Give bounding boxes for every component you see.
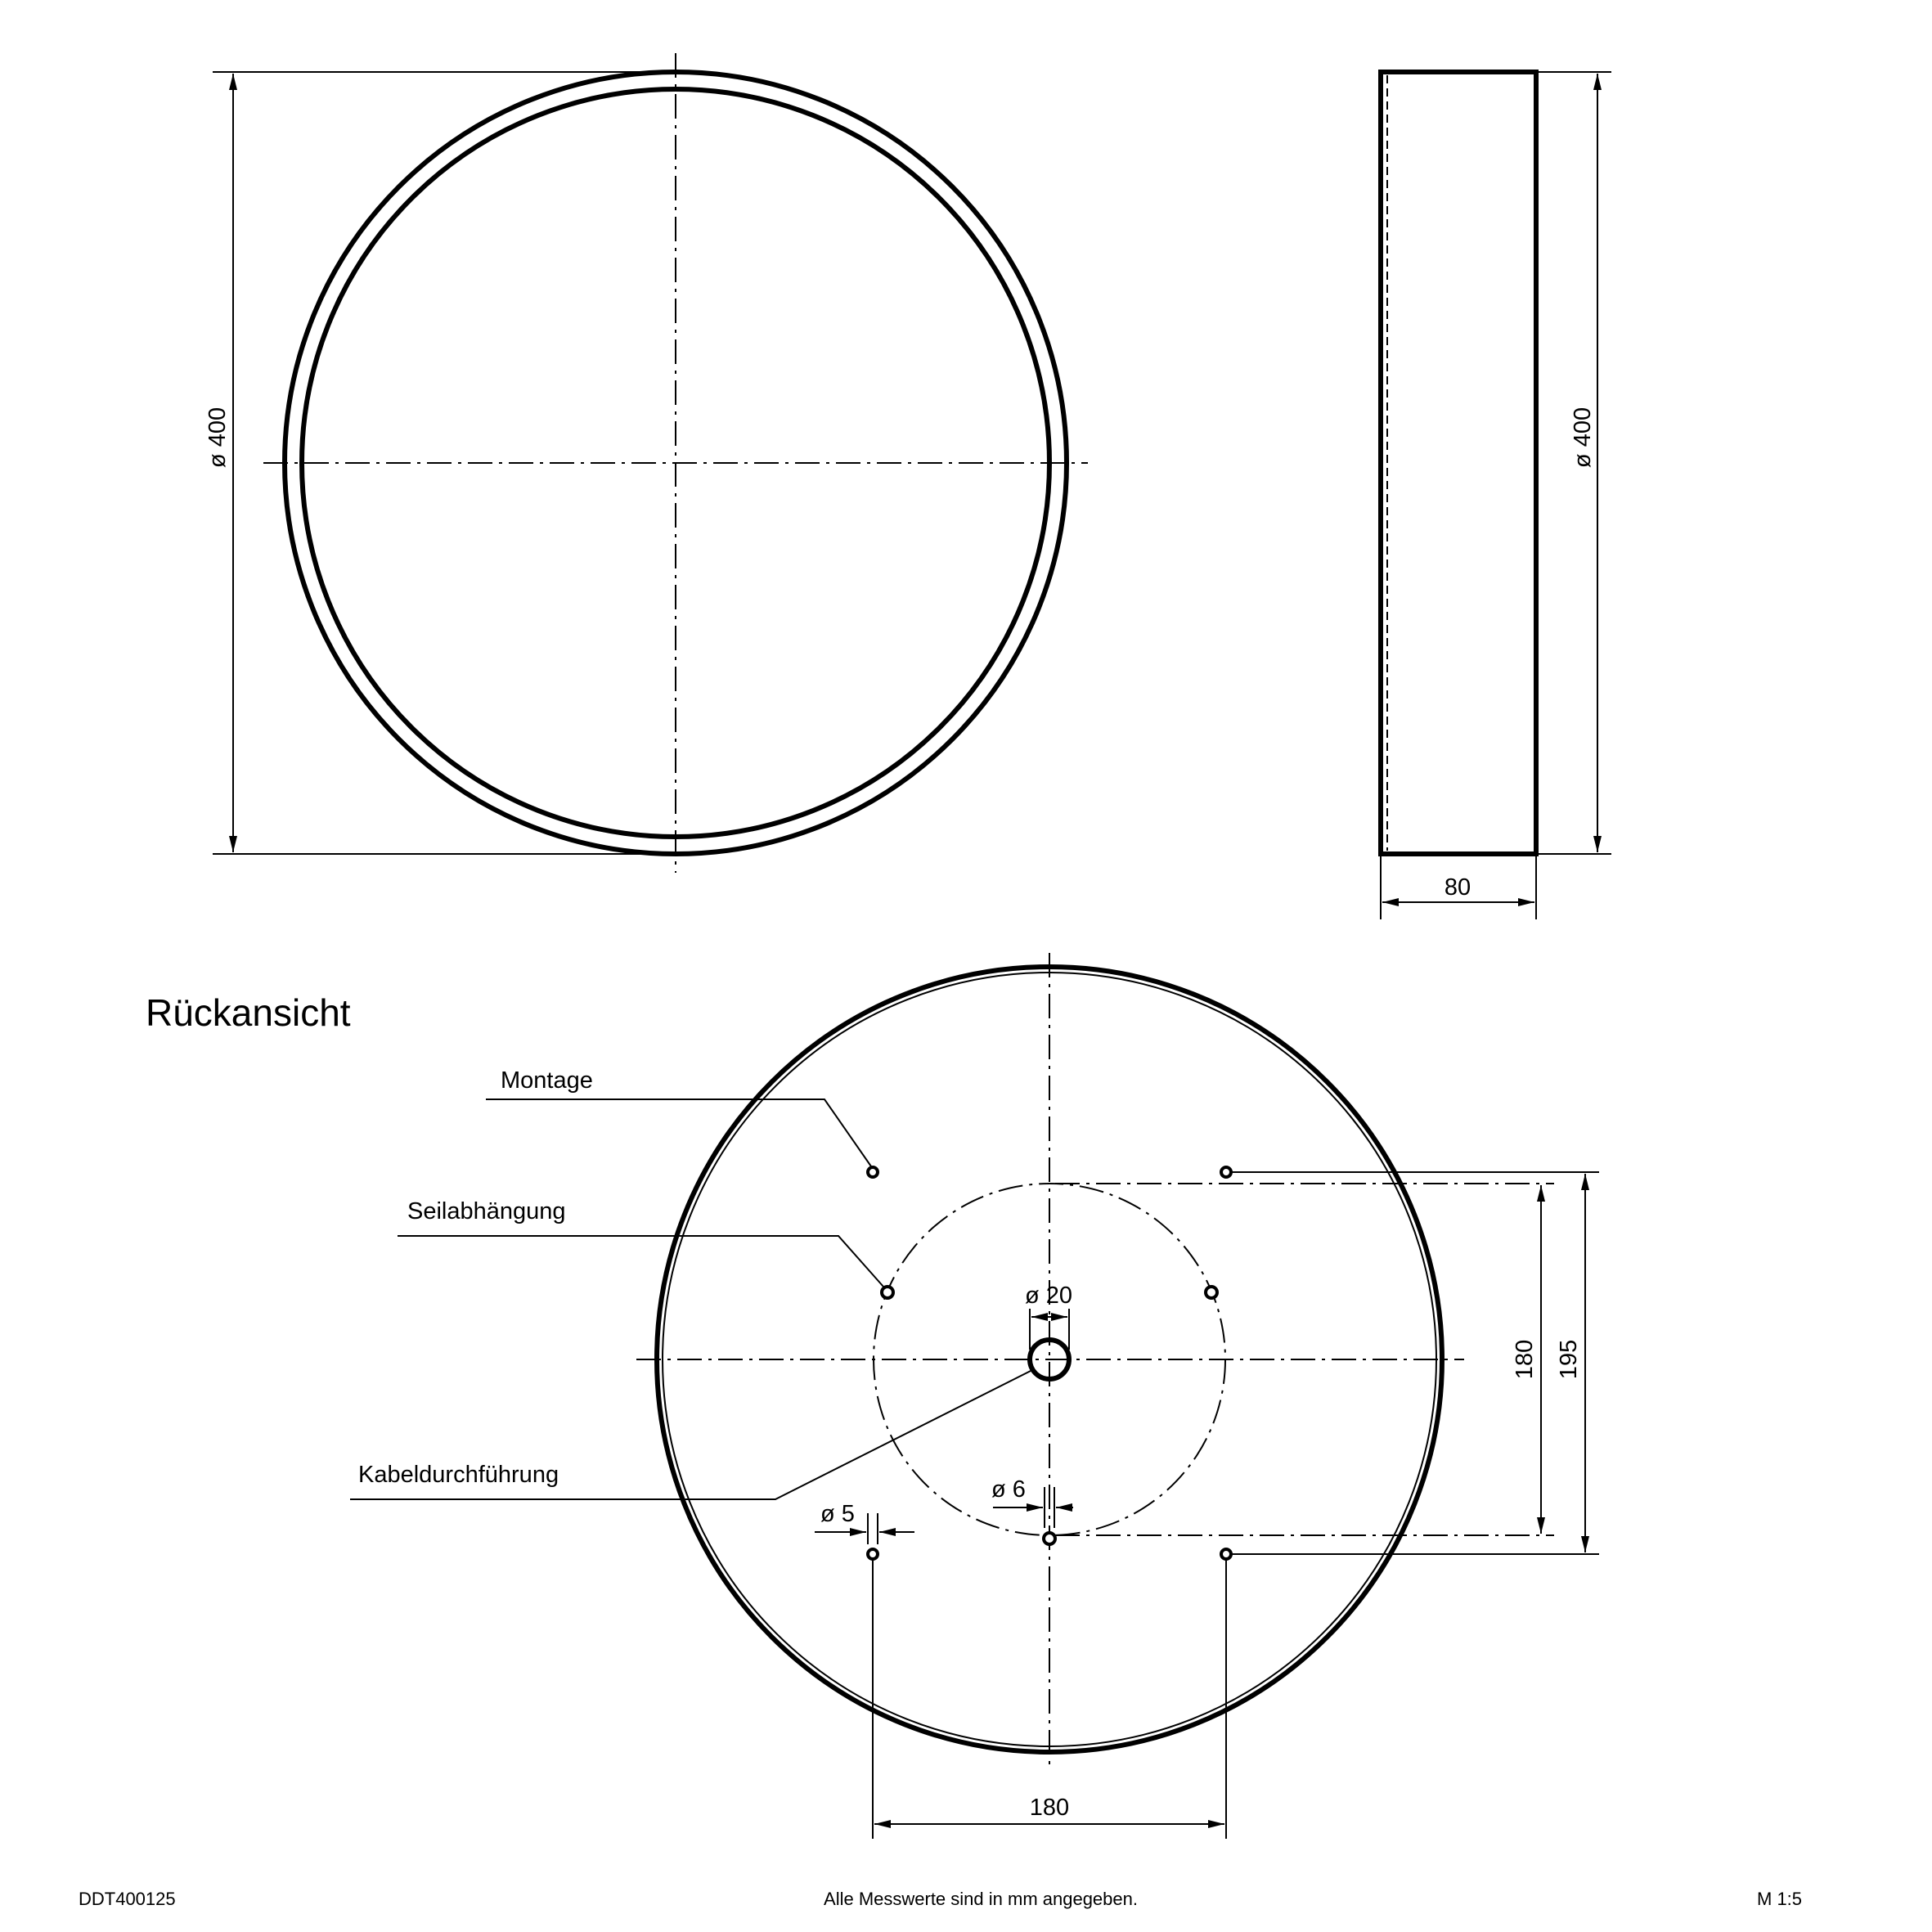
front-view bbox=[204, 53, 1088, 873]
horizontal-spacing-label: 180 bbox=[1029, 1795, 1070, 1821]
suspension-hole-bottom bbox=[1044, 1533, 1055, 1544]
suspension-hole-left bbox=[882, 1287, 893, 1298]
side-body bbox=[1381, 72, 1536, 854]
side-height-label: ø 400 bbox=[1570, 407, 1596, 469]
drawing-scale: M 1:5 bbox=[1757, 1889, 1803, 1909]
leader-montage bbox=[486, 1099, 871, 1166]
suspension-hole-right bbox=[1206, 1287, 1217, 1298]
callout-seilabhaengung: Seilabhängung bbox=[407, 1198, 566, 1224]
measurement-note: Alle Messwerte sind in mm angegeben. bbox=[824, 1889, 1138, 1909]
mounting-hole-top-right bbox=[1221, 1167, 1231, 1177]
mounting-hole-label: ø 5 bbox=[820, 1501, 855, 1527]
back-view bbox=[146, 953, 1599, 1839]
mounting-hole-top-left bbox=[868, 1167, 878, 1177]
footer bbox=[79, 1889, 1802, 1909]
inner-spacing-label: 180 bbox=[1512, 1339, 1538, 1380]
front-diameter-label: ø 400 bbox=[204, 407, 231, 469]
mounting-hole-bottom-right bbox=[1221, 1549, 1231, 1559]
callout-kabeldurchfuehrung: Kabeldurchführung bbox=[358, 1462, 559, 1488]
side-view bbox=[1381, 72, 1611, 919]
back-view-heading: Rückansicht bbox=[146, 991, 351, 1034]
outer-spacing-label: 195 bbox=[1556, 1339, 1582, 1380]
suspension-hole-label: ø 6 bbox=[991, 1476, 1026, 1503]
callout-montage: Montage bbox=[501, 1067, 593, 1094]
side-depth-label: 80 bbox=[1444, 874, 1471, 901]
mounting-hole-bottom-left bbox=[868, 1549, 878, 1559]
article-number: DDT400125 bbox=[79, 1889, 176, 1909]
cable-hole-label: ø 20 bbox=[1024, 1283, 1073, 1309]
leader-seilabhaengung bbox=[398, 1236, 883, 1287]
